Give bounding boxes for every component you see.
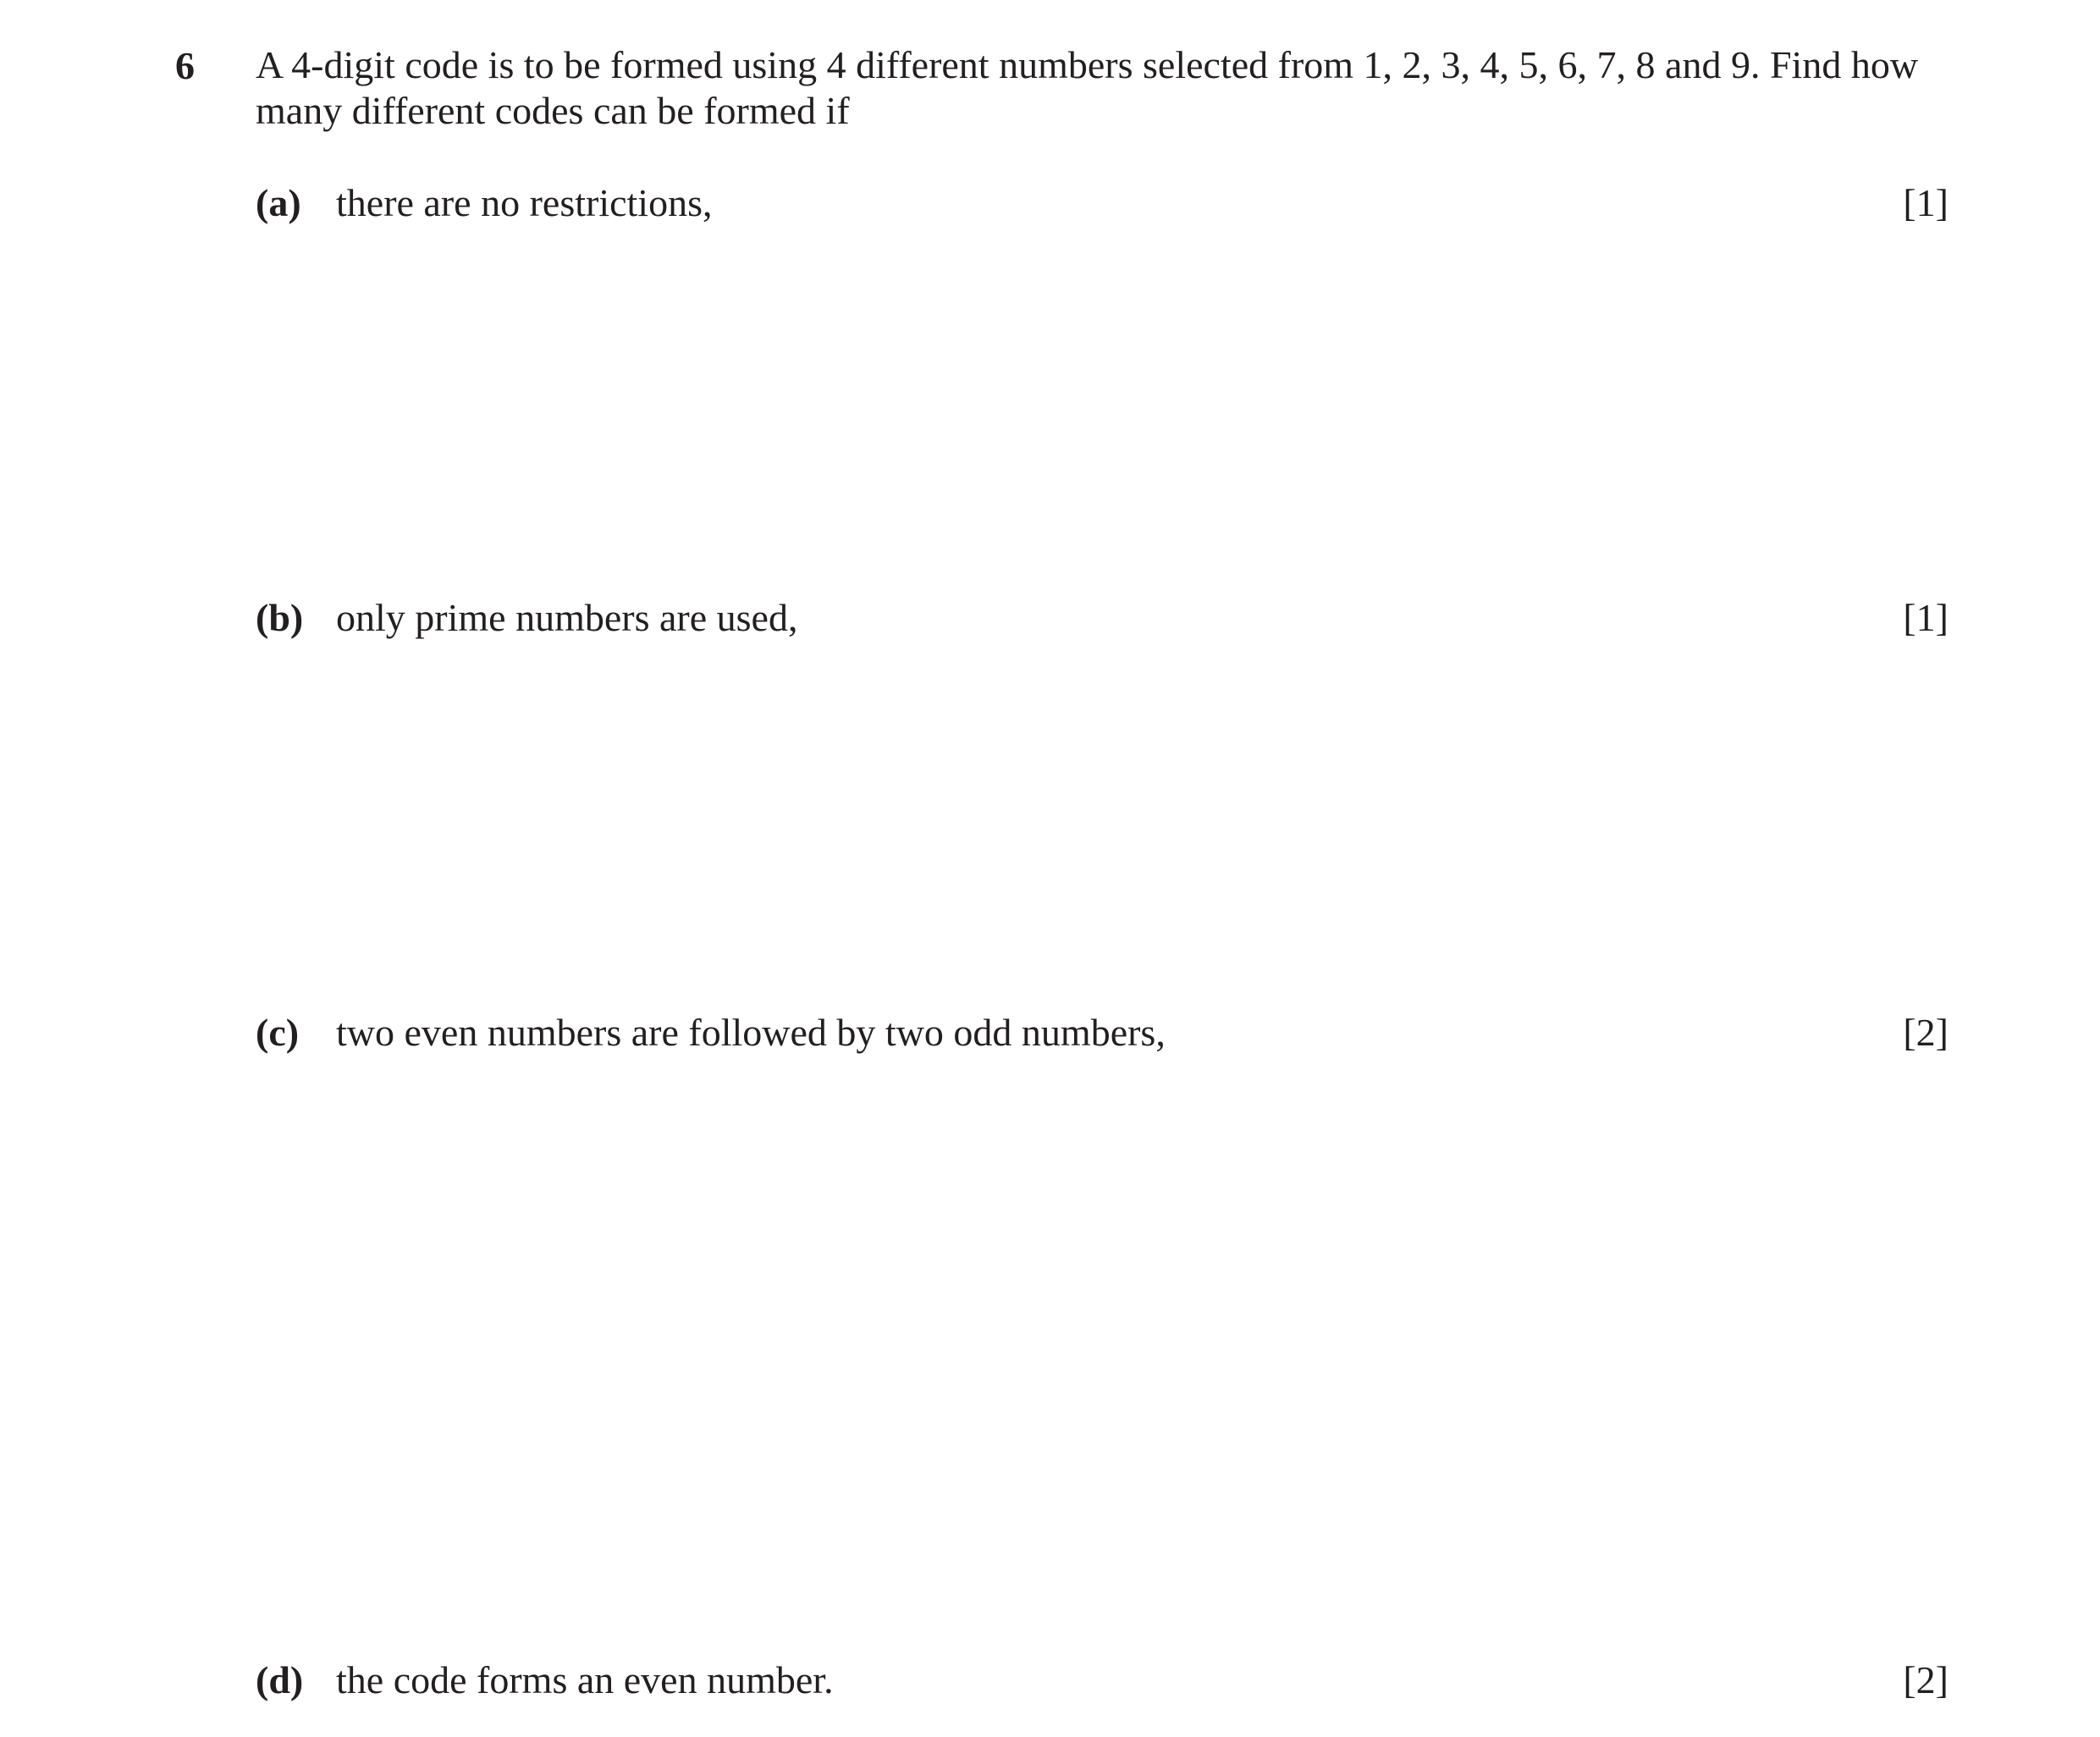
part-text: two even numbers are followed by two odd numbers, <box>336 1011 1166 1054</box>
part-marks: [1] <box>1903 596 1948 639</box>
part-label: (c) <box>256 1011 300 1054</box>
part-label: (b) <box>256 596 304 639</box>
part-marks: [2] <box>1903 1011 1948 1054</box>
question-part-b <box>256 594 1948 645</box>
question-part-d <box>256 1657 1948 1707</box>
question-number: 6 <box>175 44 195 87</box>
part-label: (d) <box>256 1658 304 1701</box>
part-text: there are no restrictions, <box>336 181 713 224</box>
part-text: only prime numbers are used, <box>336 596 798 639</box>
part-text: the code forms an even number. <box>336 1658 834 1701</box>
question-part-a <box>256 179 1948 230</box>
question-part-c <box>256 1009 1948 1060</box>
part-marks: [1] <box>1903 181 1948 224</box>
question-stem: A 4-digit code is to be formed using 4 different numbers selected from 1, 2, 3, 4, 5, 6, 7, 8 and 9. Find how many different codes can be formed if <box>256 43 1919 132</box>
part-marks: [2] <box>1903 1658 1948 1701</box>
part-label: (a) <box>256 181 301 224</box>
